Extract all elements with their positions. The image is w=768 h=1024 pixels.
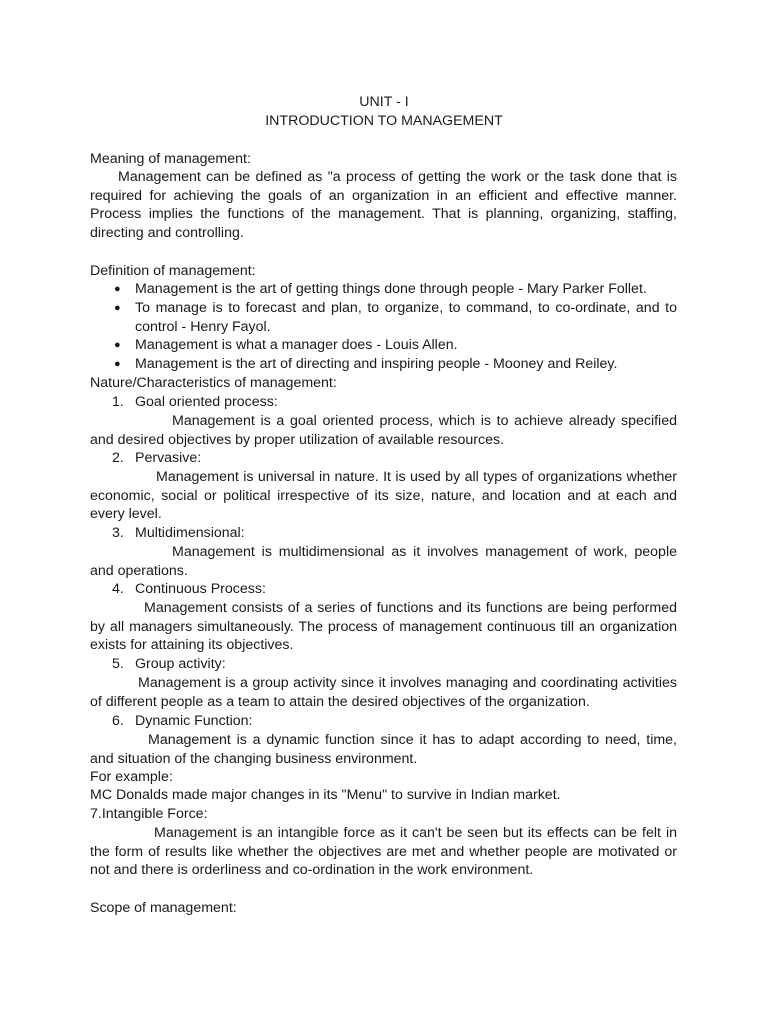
example-text: MC Donalds made major changes in its "Menu" to survive in Indian market. — [90, 787, 561, 803]
nature-item-title: 7.Intangible Force: — [90, 806, 208, 822]
list-number: 2. — [112, 450, 124, 466]
unit-heading: UNIT - I — [359, 94, 409, 110]
bullet-icon: ● — [114, 283, 121, 295]
meaning-heading: Meaning of management: — [90, 151, 251, 167]
definition-item: Management is the art of getting things done through people - Mary Parker Follet. — [135, 281, 647, 297]
list-number: 4. — [112, 581, 124, 597]
bullet-icon: ● — [114, 339, 121, 351]
nature-item-title: Continuous Process: — [135, 581, 266, 597]
nature-item-text: Management is an intangible force as it can't be seen but its effects can be felt in the form of results like whether the objectives are met and whether people are motivated or not and there is orderliness and co-ordination in the work environment. — [90, 825, 677, 879]
scope-heading: Scope of management: — [90, 900, 237, 916]
list-number: 3. — [112, 525, 124, 541]
nature-item-title: Multidimensional: — [135, 525, 245, 541]
example-label: For example: — [90, 769, 173, 785]
nature-item-text: Management is a dynamic function since it has to adapt according to need, time, and situation of the changing business environment. — [90, 732, 677, 767]
meaning-paragraph: Management can be defined as "a process of getting the work or the task done that is required for achieving the goals of an organization in an efficient and effective manner. Process implies the functions of the management. That is planning, organizing, staffing, directing and controlling. — [90, 169, 677, 242]
nature-item-title: Goal oriented process: — [135, 394, 278, 410]
nature-heading: Nature/Characteristics of management: — [90, 375, 337, 391]
document-title: INTRODUCTION TO MANAGEMENT — [265, 113, 503, 129]
definition-item: To manage is to forecast and plan, to organize, to command, to co-ordinate, and to control - Henry Fayol. — [135, 300, 677, 335]
definition-heading: Definition of management: — [90, 263, 256, 279]
bullet-icon: ● — [114, 358, 121, 370]
nature-item-text: Management is a group activity since it involves managing and coordinating activities of different people as a team to attain the desired objectives of the organization. — [90, 675, 677, 710]
list-number: 1. — [112, 394, 124, 410]
nature-item-text: Management is a goal oriented process, which is to achieve already specified and desired objectives by proper utilization of available resources. — [90, 413, 677, 448]
nature-item-title: Group activity: — [135, 656, 226, 672]
definition-item: Management is what a manager does - Louis Allen. — [135, 337, 458, 353]
definition-item: Management is the art of directing and inspiring people - Mooney and Reiley. — [135, 356, 618, 372]
list-number: 6. — [112, 713, 124, 729]
nature-item-text: Management is multidimensional as it involves management of work, people and operations. — [90, 544, 677, 579]
nature-item-text: Management consists of a series of functions and its functions are being performed by all managers simultaneously. The process of management continuous till an organization exists for attaining its objectives. — [90, 600, 677, 654]
nature-item-text: Management is universal in nature. It is used by all types of organizations whether economic, social or political irrespective of its size, nature, and location and at each and every level. — [90, 469, 677, 523]
nature-item-title: Pervasive: — [135, 450, 202, 466]
bullet-icon: ● — [114, 302, 121, 314]
nature-item-title: Dynamic Function: — [135, 713, 253, 729]
list-number: 5. — [112, 656, 124, 672]
